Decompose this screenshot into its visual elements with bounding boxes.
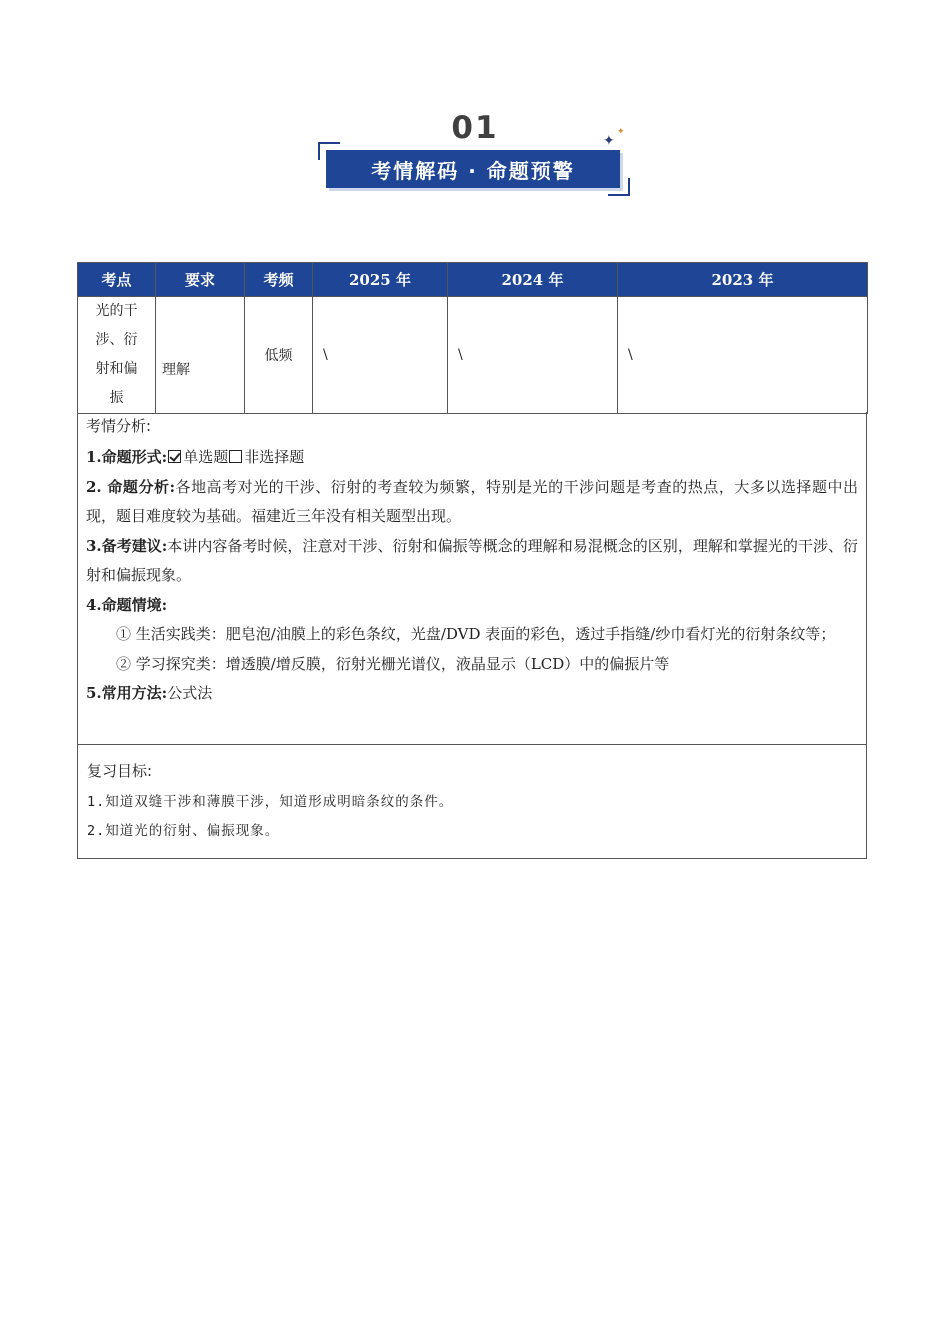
exam-point-line: 振 — [109, 390, 124, 406]
small-sparkle-icon: ✦ — [617, 127, 625, 137]
column-header: 2025 年 — [313, 263, 448, 297]
question-context — [86, 591, 858, 621]
exam-point-line: 光的干 — [95, 303, 138, 319]
badge-banner — [326, 150, 620, 188]
context-item: ① 生活实践类：肥皂泡/油膜上的彩色条纹，光盘/DVD 表面的彩色，透过手指缝/纱巾看灯光的衍射条纹等； — [116, 625, 836, 643]
prep-advice — [86, 532, 858, 591]
context-label: 4.命题情境: — [86, 595, 168, 614]
section-number: 01 — [451, 110, 499, 146]
frequency-cell: 低频 — [245, 297, 313, 414]
review-item: 1.知道双缝干涉和薄膜干涉，知道形成明暗条纹的条件。 — [87, 794, 454, 810]
requirement-cell — [156, 297, 245, 414]
review-goals-section — [77, 744, 867, 859]
form-label: 1.命题形式: — [86, 448, 168, 466]
table-header-row — [78, 263, 868, 297]
analysis-title: 考情分析: — [86, 417, 152, 435]
column-header: 2024 年 — [448, 263, 618, 297]
advice-text: 本讲内容备考时候，注意对干涉、衍射和偏振等概念的理解和易混概念的区别，理解和掌握光的干涉、衍射和偏振现象。 — [86, 536, 858, 584]
column-header: 考点 — [78, 263, 156, 297]
method-text: 公式法 — [167, 684, 213, 702]
section-badge — [318, 138, 630, 196]
exam-point-line: 涉、衍 — [95, 332, 138, 348]
column-header: 要求 — [156, 263, 245, 297]
form-option-single-choice: 单选题 — [183, 448, 229, 466]
unchecked-box-icon — [229, 450, 242, 463]
analysis-text: 各地高考对光的干涉、衍射的考查较为频繁，特别是光的干涉问题是考查的热点，大多以选择题中出现，题目难度较为基础。福建近三年没有相关题型出现。 — [86, 477, 858, 525]
context-item: ② 学习探究类：增透膜/增反膜，衍射光栅光谱仪，液晶显示（LCD）中的偏振片等 — [116, 654, 670, 673]
question-form — [86, 443, 858, 473]
year-2024-cell: \ — [448, 297, 618, 414]
checked-box-icon — [168, 450, 181, 463]
exam-overview-table — [77, 262, 868, 414]
year-2025-cell: \ — [313, 297, 448, 414]
question-analysis — [86, 473, 858, 532]
table-row — [78, 297, 868, 414]
sparkle-icon: ✦ — [603, 133, 615, 149]
method-label: 5.常用方法: — [86, 684, 168, 702]
section-title: 考情解码 · 命题预警 — [371, 158, 575, 183]
analysis-label: 2. 命题分析: — [86, 477, 176, 496]
form-option-non-choice: 非选择题 — [244, 448, 305, 466]
review-title: 复习目标: — [87, 762, 153, 780]
year-2023-cell: \ — [618, 297, 868, 414]
column-header: 考频 — [245, 263, 313, 297]
column-header: 2023 年 — [618, 263, 868, 297]
requirement-text: 理解 — [162, 362, 190, 378]
exam-point-line: 射和偏 — [95, 361, 138, 377]
common-method — [86, 679, 858, 709]
advice-label: 3.备考建议: — [86, 536, 168, 555]
exam-point-cell — [78, 297, 156, 414]
review-item: 2.知道光的衍射、偏振现象。 — [87, 823, 280, 839]
exam-analysis-section — [77, 412, 867, 745]
